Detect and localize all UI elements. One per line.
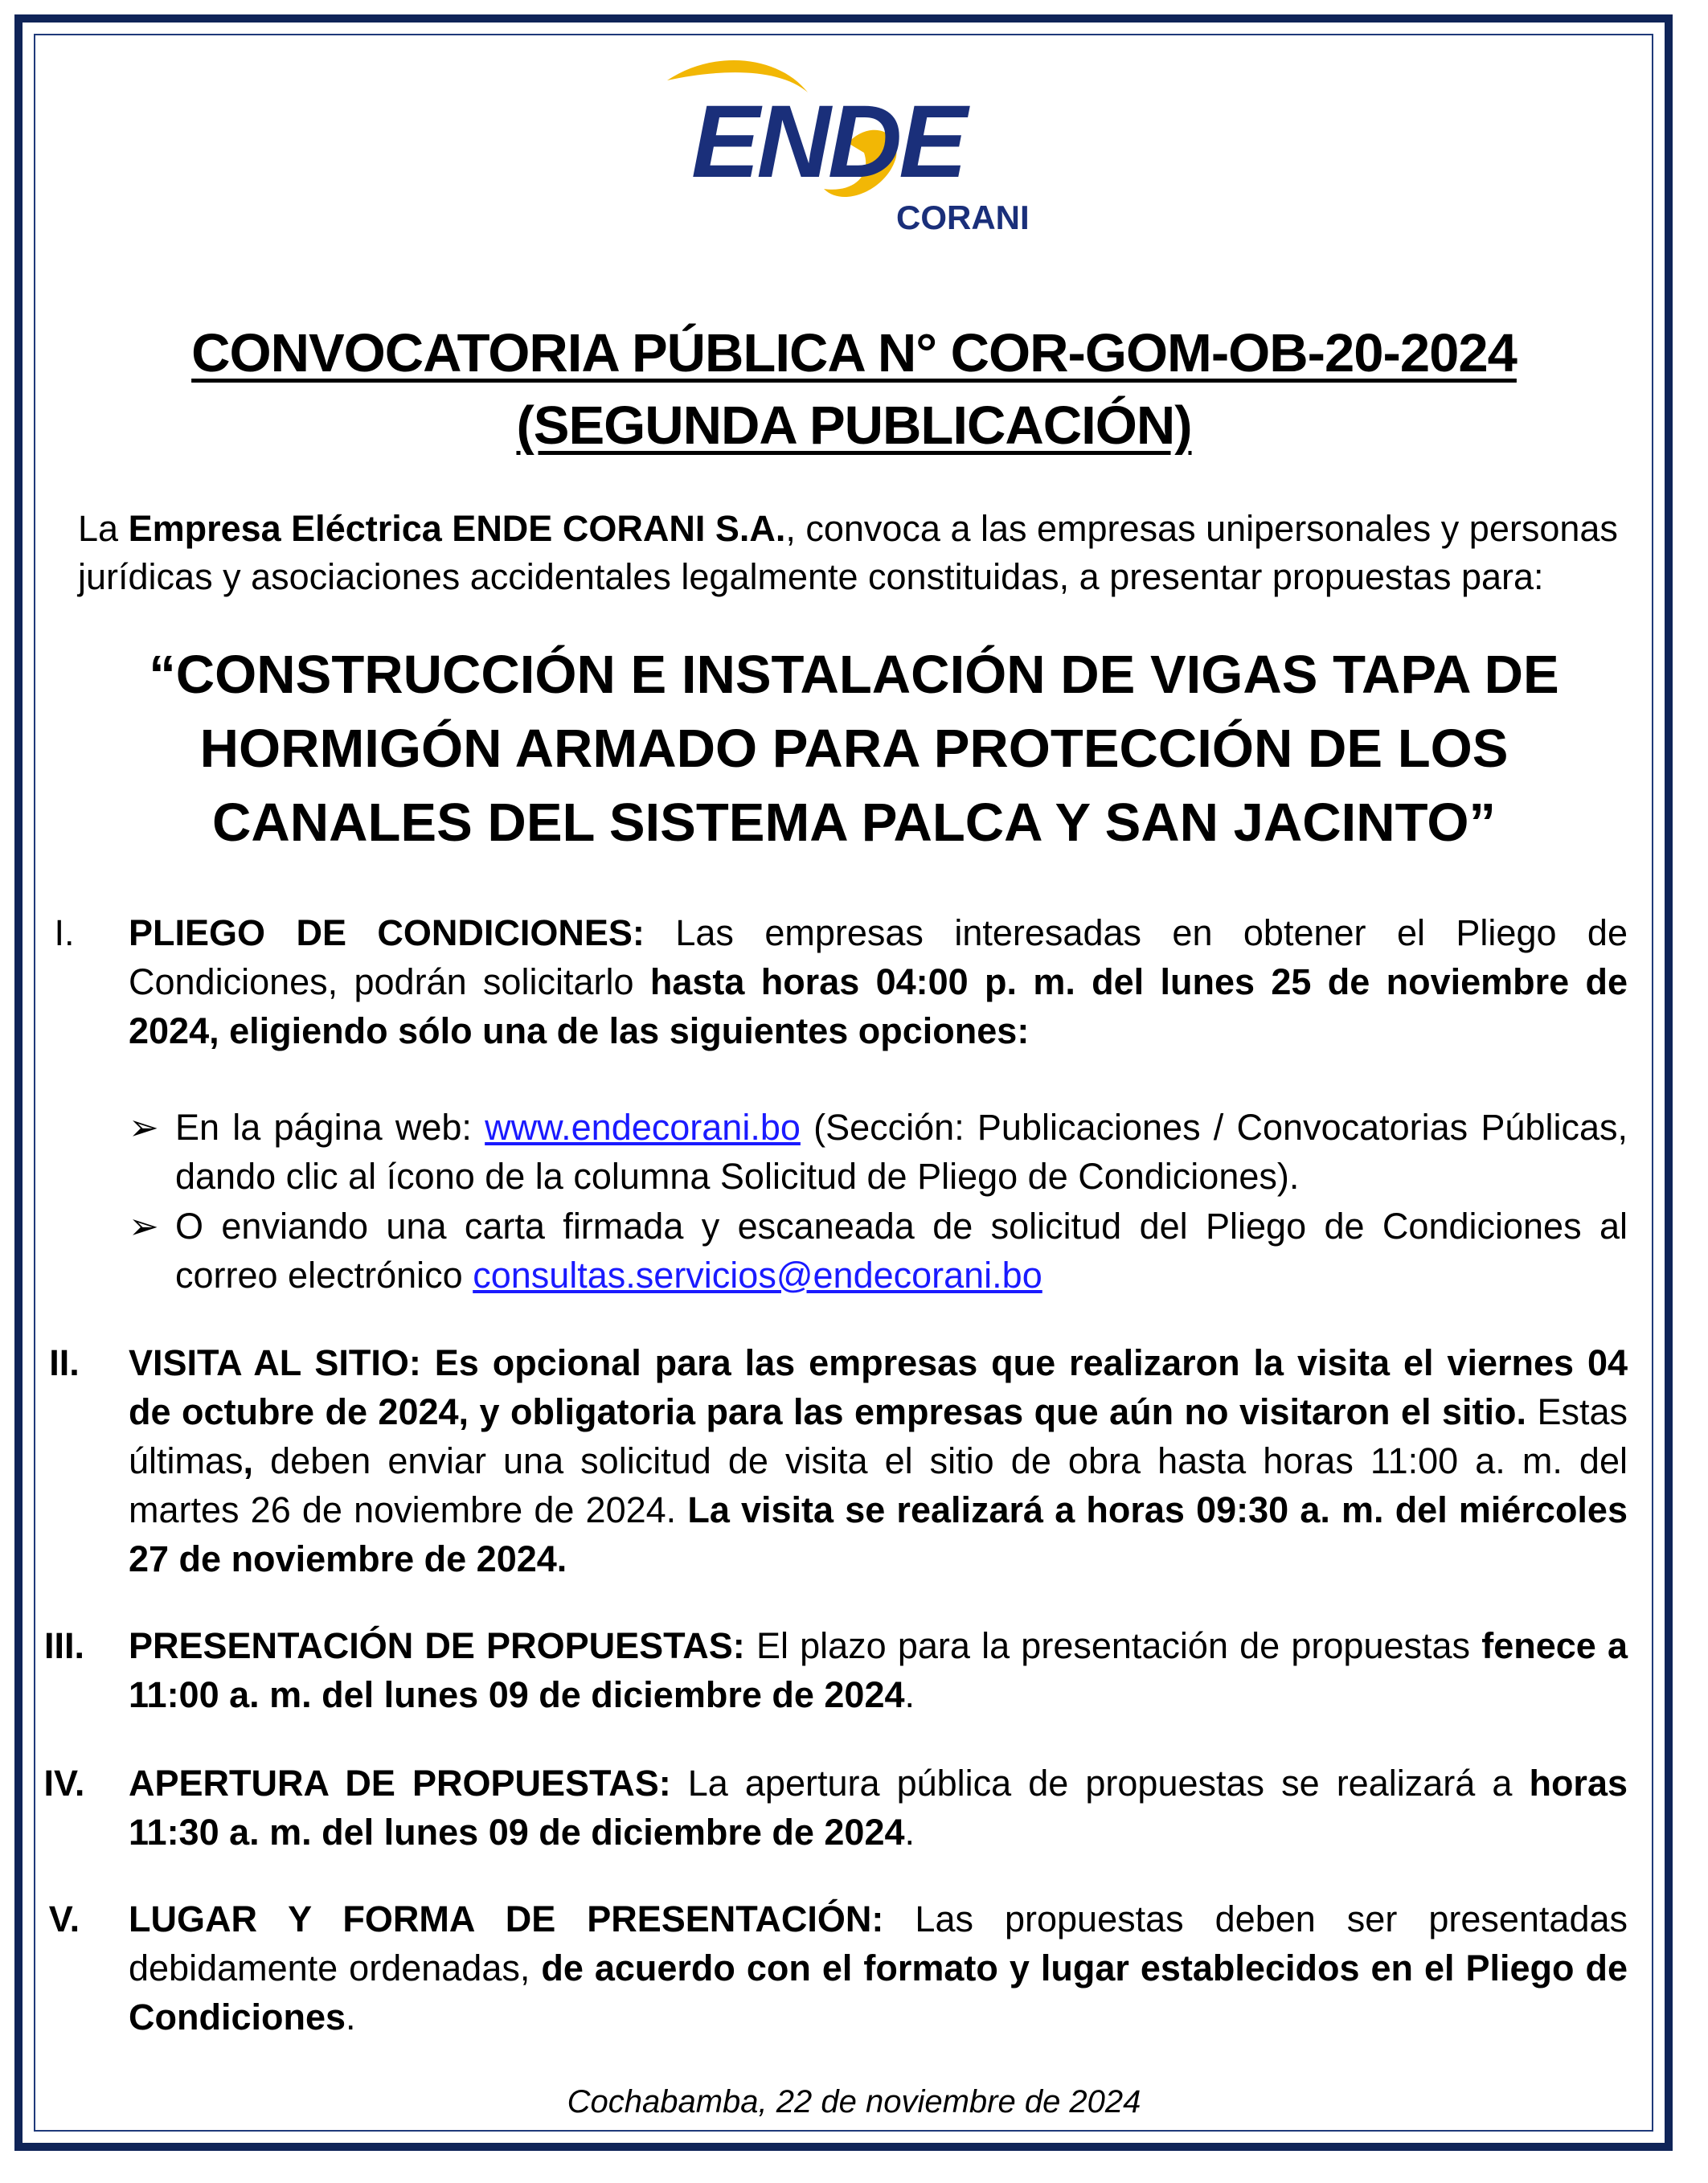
project-title-line-3: CANALES DEL SISTEMA PALCA Y SAN JACINTO” xyxy=(211,793,1497,853)
intro-text-b: , convoca a las empresas unipersonales y personas jurídicas y asociaciones accidentales legalmente constituidas, a presentar propuestas para: xyxy=(78,508,1618,597)
section-2-heading: VISITA AL SITIO: xyxy=(129,1342,421,1383)
section-4-heading: APERTURA DE PROPUESTAS: xyxy=(129,1763,671,1804)
email-link[interactable]: consultas.servicios@endecorani.bo xyxy=(473,1255,1042,1296)
section-3-number: III. xyxy=(43,1625,84,1666)
title-line-2-text: (SEGUNDA PUBLICACIÓN) xyxy=(516,395,1192,456)
section-1-heading: PLIEGO DE CONDICIONES: xyxy=(129,912,645,953)
section-1-number: I. xyxy=(54,912,75,953)
project-title xyxy=(80,638,1628,860)
section-1-pliego xyxy=(129,908,1628,1055)
intro-paragraph xyxy=(78,505,1625,601)
option-email-text xyxy=(175,1202,1628,1300)
section-1-deadline: hasta horas 04:00 p. m. del lunes 25 de noviembre de 2024, eligiendo sólo una de las siguientes opciones: xyxy=(129,961,1628,1051)
section-2-text-a: Estas últimas xyxy=(129,1391,1628,1481)
section-1-option-email xyxy=(129,1202,1628,1300)
section-5-requirement: de acuerdo con el formato y lugar establecidos en el Pliego de Condiciones xyxy=(129,1947,1628,2038)
place-and-date: Cochabamba, 22 de noviembre de 2024 xyxy=(567,2084,1141,2120)
page-title-line-1 xyxy=(0,312,1708,395)
option-web-label: En la página web: xyxy=(175,1107,485,1148)
option-email-label: O enviando una carta firmada y escaneada de solicitud del Pliego de Condiciones al correo electrónico xyxy=(175,1206,1628,1296)
section-4-apertura xyxy=(129,1759,1628,1857)
section-1-text: Las empresas interesadas en obtener el Pliego de Condiciones, podrán solicitarlo xyxy=(129,912,1628,1002)
arrow-bullet-icon: ➢ xyxy=(129,1206,159,1247)
section-5-lugar-forma xyxy=(129,1894,1628,2042)
section-3-deadline: fenece a 11:00 a. m. del lunes 09 de diciembre de 2024 xyxy=(129,1625,1628,1715)
section-4-number: IV. xyxy=(43,1763,85,1804)
section-5-period: . xyxy=(346,1997,356,2038)
section-2-visit-date: La visita se realizará a horas 09:30 a. m. del miércoles 27 de noviembre de 2024. xyxy=(129,1489,1628,1579)
section-3-period: . xyxy=(904,1674,915,1715)
section-1-option-web xyxy=(129,1103,1628,1201)
section-5-text: Las propuestas deben ser presentadas debidamente ordenadas, xyxy=(129,1898,1628,1988)
title-line-1-text: CONVOCATORIA PÚBLICA N° COR-GOM-OB-20-2024 xyxy=(191,323,1517,383)
section-4-text: La apertura pública de propuestas se realizará a xyxy=(670,1763,1530,1804)
option-web-detail: (Sección: Publicaciones / Convocatorias Públicas, dando clic al ícono de la columna Solicitud de Pliego de Condiciones). xyxy=(175,1107,1628,1197)
logo-brand-text: ENDE xyxy=(691,84,965,199)
page-title-line-2 xyxy=(0,384,1708,468)
ende-corani-logo xyxy=(659,48,1045,249)
arrow-bullet-icon: ➢ xyxy=(129,1107,159,1148)
option-web-text xyxy=(175,1103,1628,1201)
project-title-line-1: “CONSTRUCCIÓN E INSTALACIÓN DE VIGAS TAPA DE xyxy=(149,645,1559,705)
section-3-heading: PRESENTACIÓN DE PROPUESTAS: xyxy=(129,1625,745,1666)
logo-sub-text: CORANI xyxy=(896,199,1030,236)
section-3-text: El plazo para la presentación de propuestas xyxy=(744,1625,1482,1666)
section-4-period: . xyxy=(904,1812,915,1853)
section-2-text-b: deben enviar una solicitud de visita el sitio de obra hasta horas 11:00 a. m. del martes 26 de noviembre de 2024. xyxy=(129,1440,1628,1530)
section-2-visita xyxy=(129,1338,1628,1583)
section-5-number: V. xyxy=(48,1898,80,1939)
section-2-number: II. xyxy=(49,1342,80,1383)
intro-text-a: La xyxy=(78,508,129,549)
section-5-heading: LUGAR Y FORMA DE PRESENTACIÓN: xyxy=(129,1898,884,1939)
project-title-line-2: HORMIGÓN ARMADO PARA PROTECCIÓN DE LOS xyxy=(199,719,1509,779)
section-3-presentacion xyxy=(129,1621,1628,1719)
website-link[interactable]: www.endecorani.bo xyxy=(485,1107,801,1148)
section-2-comma: , xyxy=(243,1440,254,1481)
section-4-datetime: horas 11:30 a. m. del lunes 09 de diciembre de 2024 xyxy=(129,1763,1628,1853)
company-name: Empresa Eléctrica ENDE CORANI S.A. xyxy=(128,508,786,549)
section-2-condition: Es opcional para las empresas que realizaron la visita el viernes 04 de octubre de 2024, y obligatoria para las empresas que aún no visitaron el sitio. xyxy=(129,1342,1628,1432)
